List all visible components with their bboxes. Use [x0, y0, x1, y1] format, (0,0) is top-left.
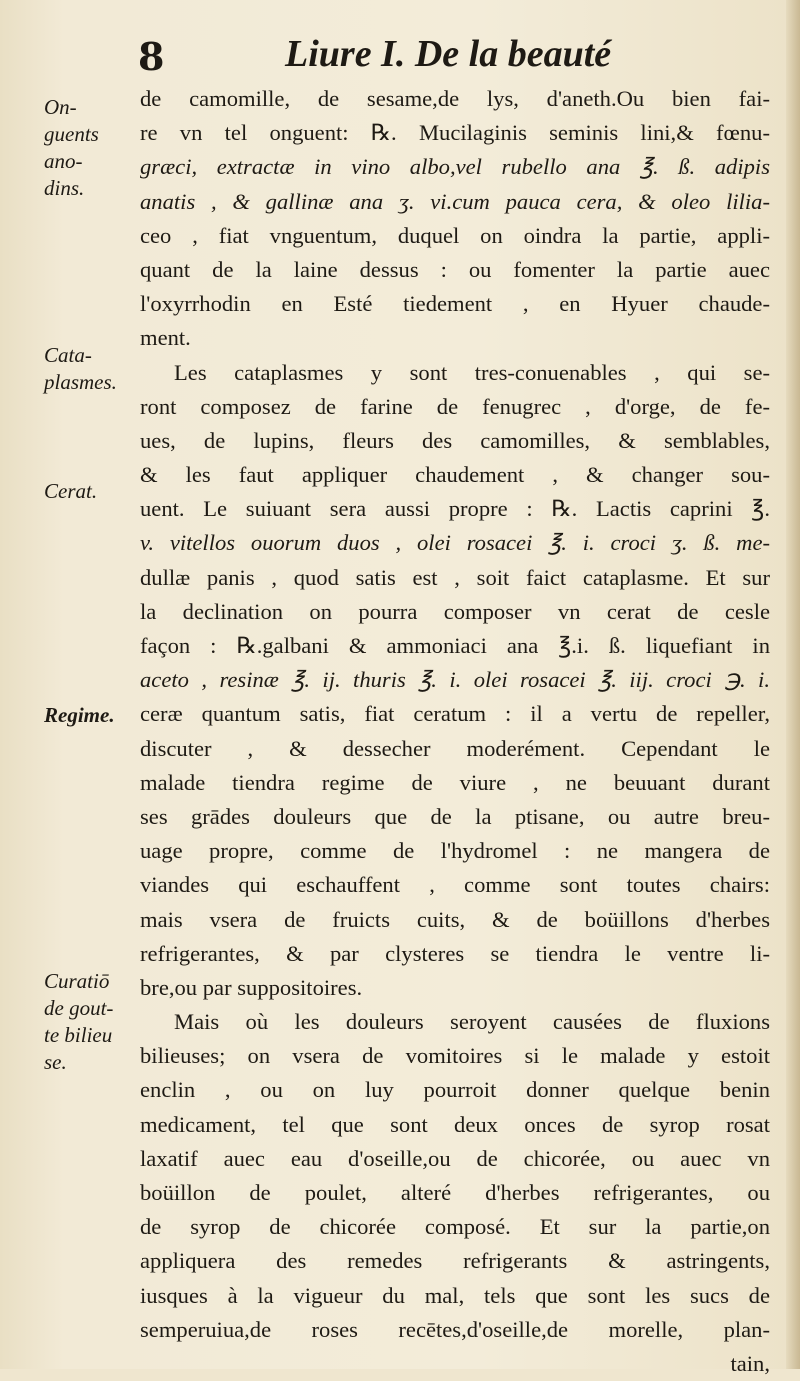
- text-line: bre,ou par suppositoires.: [140, 974, 363, 1000]
- folio-number: 8: [138, 34, 165, 79]
- margin-note-regime: [44, 702, 139, 729]
- text-line: ront composez de farine de fenugrec , d'orge, de fe-: [140, 393, 770, 419]
- text-line: de syrop de chicorée composé. Et sur la partie,on: [140, 1214, 770, 1240]
- text-line: semperuiua,de roses recētes,d'oseille,de morelle, plan-: [140, 1316, 770, 1342]
- text-line: aceto , resinæ ℥. ij. thuris ℥. i. olei rosacei ℥. iij. croci ℈. i.: [140, 667, 770, 693]
- text-line: anatis , & gallinæ ana ʒ. vi.cum pauca cera, & oleo lilia-: [140, 188, 770, 214]
- text-line: enclin , ou on luy pourroit donner quelque benin: [140, 1077, 770, 1103]
- margin-note-cataplasmes: [44, 342, 139, 396]
- page-header: [0, 28, 800, 88]
- text-line: façon : ℞.galbani & ammoniaci ana ℥.i. ß. liquefiant in: [140, 633, 770, 659]
- text-line: Les cataplasmes y sont tres-conuenables , qui se-: [174, 359, 770, 385]
- text-line: la declination on pourra composer vn cerat de cesle: [140, 598, 770, 624]
- margin-note-onguents: [44, 94, 139, 202]
- text-line: iusques à la vigueur du mal, tels que sont les sucs de: [140, 1282, 770, 1308]
- text-line: ment.: [140, 325, 191, 351]
- text-line: uent. Le suiuant sera aussi propre : ℞. Lactis caprini ℥.: [140, 496, 770, 522]
- margin-note-line: On-: [44, 95, 77, 119]
- margin-note-cerat: [44, 478, 139, 505]
- text-line: l'oxyrrhodin en Esté tiedement , en Hyuer chaude-: [140, 291, 770, 317]
- margin-note-line: Cata-: [44, 343, 92, 367]
- text-line: viandes qui eschauffent , comme sont toutes chairs:: [140, 872, 770, 898]
- text-line: boüillon de poulet, alteré d'herbes refrigerantes, ou: [140, 1180, 770, 1206]
- text-line: græci, extractæ in vino albo,vel rubello ana ℥. ß. adipis: [140, 154, 770, 180]
- margin-note-line: Regime.: [44, 703, 115, 727]
- text-line: refrigerantes, & par clysteres se tiendra le ventre li-: [140, 940, 770, 966]
- text-line: ceo , fiat vnguentum, duquel on oindra la partie, appli-: [140, 222, 770, 248]
- margin-note-curatio: [44, 968, 139, 1076]
- margin-note-line: se.: [44, 1050, 67, 1074]
- text-line: ues, de lupins, fleurs des camomilles, & semblables,: [140, 427, 770, 453]
- text-line: ses grādes douleurs que de la ptisane, ou autre breu-: [140, 803, 770, 829]
- text-line: malade tiendra regime de viure , ne beuuant durant: [140, 769, 770, 795]
- margin-note-line: plasmes.: [44, 370, 117, 394]
- margin-note-line: Cerat.: [44, 479, 98, 503]
- text-line: medicament, tel que sont deux onces de syrop rosat: [140, 1111, 770, 1137]
- text-line: Mais où les douleurs seroyent causées de fluxions: [174, 1009, 770, 1035]
- margin-note-line: guents: [44, 122, 99, 146]
- margin-note-line: ano-: [44, 149, 83, 173]
- text-line: dullæ panis , quod satis est , soit faict cataplasme. Et sur: [140, 564, 770, 590]
- margin-note-line: te bilieu: [44, 1023, 113, 1047]
- text-line: laxatif auec eau d'oseille,ou de chicorée, ou auec vn: [140, 1145, 770, 1171]
- text-line: appliquera des remedes refrigerants & astringents,: [140, 1248, 770, 1274]
- margin-note-line: de gout-: [44, 996, 114, 1020]
- margin-note-line: dins.: [44, 176, 85, 200]
- text-line: quant de la laine dessus : ou fomenter la partie auec: [140, 256, 770, 282]
- catchword-line: tain,: [730, 1350, 770, 1376]
- text-line: v. vitellos ouorum duos , olei rosacei ℥. i. croci ʒ. ß. me-: [140, 530, 770, 556]
- text-line: ceræ quantum satis, fiat ceratum : il a vertu de repeller,: [140, 701, 770, 727]
- main-text-block: [140, 82, 770, 1381]
- margin-note-line: Curatiō: [44, 969, 110, 993]
- text-line: bilieuses; on vsera de vomitoires si le malade y estoit: [140, 1043, 770, 1069]
- text-line: discuter , & dessecher moderément. Cependant le: [140, 735, 770, 761]
- page-edge: [786, 0, 800, 1369]
- text-line: & les faut appliquer chaudement , & changer sou-: [140, 462, 770, 488]
- running-title: Liure I. De la beauté: [285, 33, 612, 75]
- text-line: mais vsera de fruicts cuits, & de boüillons d'herbes: [140, 906, 770, 932]
- text-line: de camomille, de sesame,de lys, d'aneth.Ou bien fai-: [140, 86, 770, 111]
- text-line: uage propre, comme de l'hydromel : ne mangera de: [140, 838, 770, 864]
- text-line: re vn tel onguent: ℞. Mucilaginis seminis lini,& fœnu-: [140, 120, 770, 146]
